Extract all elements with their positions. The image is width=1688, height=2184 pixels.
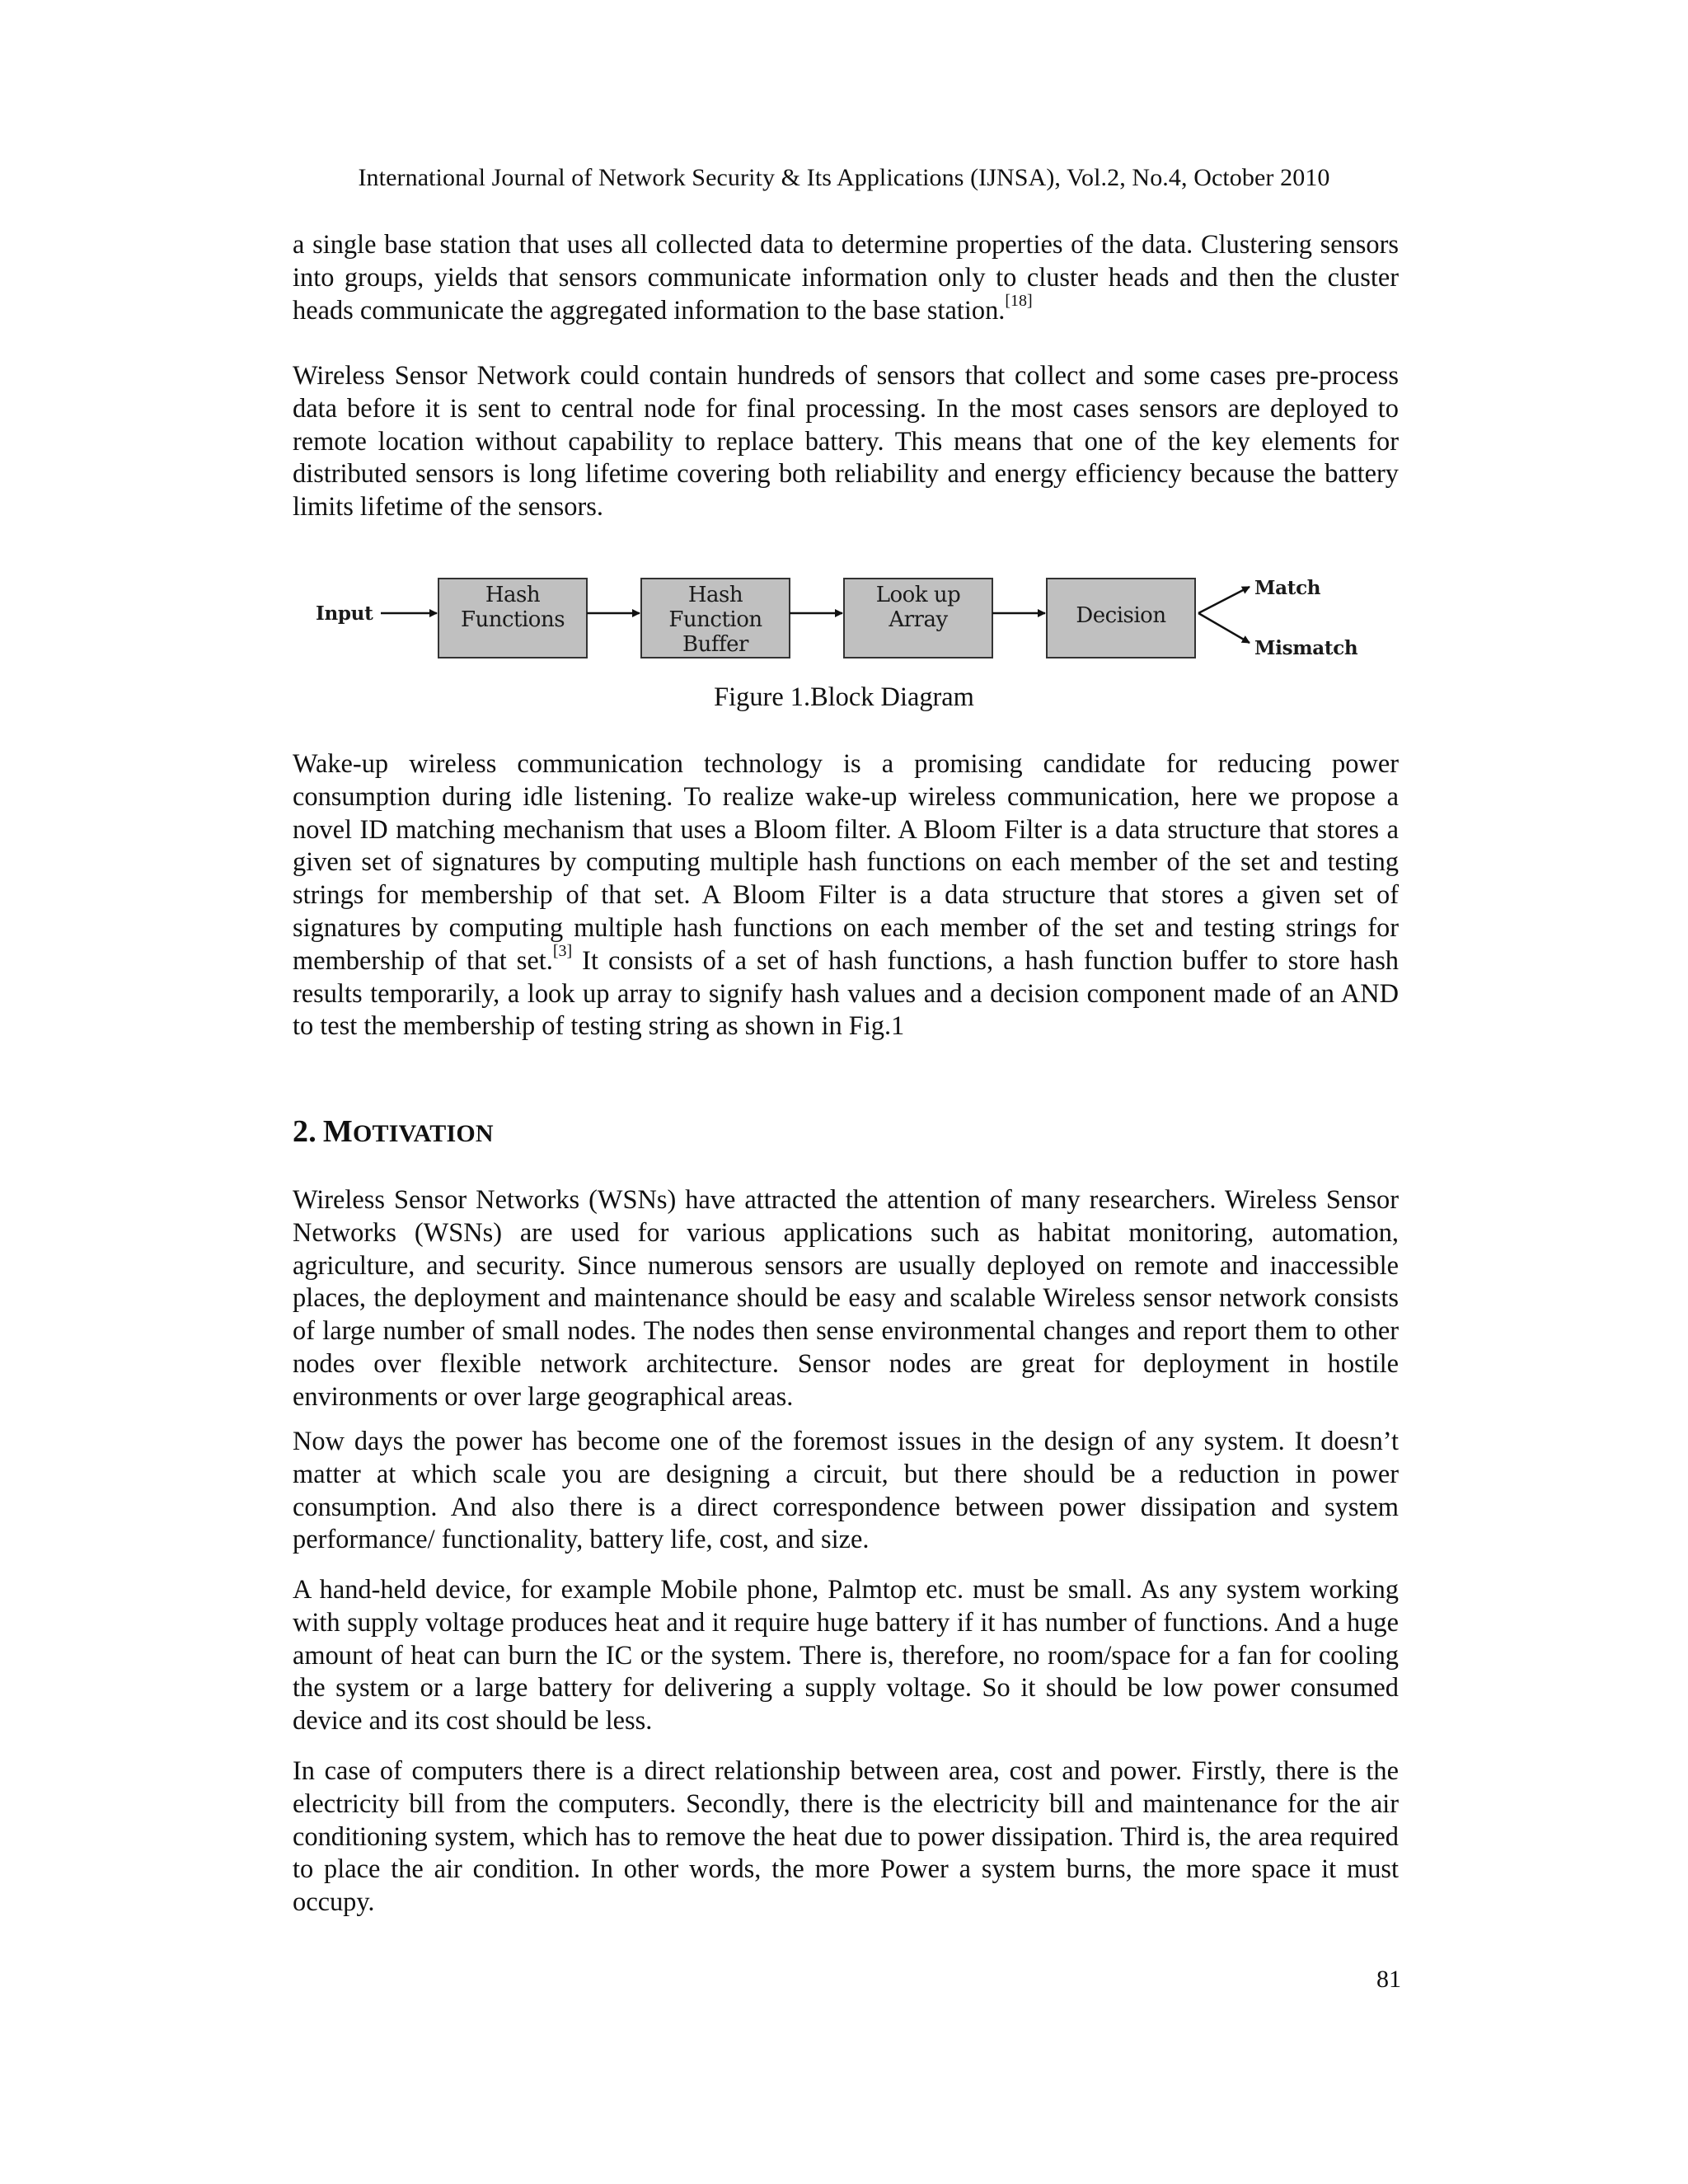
block-label: Functions	[460, 607, 565, 632]
page-number: 81	[1376, 1966, 1401, 1993]
paragraph-bloom-filter	[293, 748, 1399, 1043]
hash-buffer-block	[641, 579, 790, 658]
paragraph-computers-cost: In case of computers there is a direct relationship between area, cost and power. Firstly, there is the electricity bill from the computers. Secondly, there is the electricity bill and maintenance for the air conditioning system, which has to remove the heat due to power dissipation. Third is, the area required to place the air condition. In other words, the more Power a system burns, the more space it must occupy.	[293, 1756, 1399, 1918]
figure-caption: Figure 1.Block Diagram	[714, 682, 974, 712]
paragraph-wsn-sensors: Wireless Sensor Network could contain hundreds of sensors that collect and some cases pre-process data before it is sent to central node for final processing. In the most cases sensors are deployed to remote location without capability to replace battery. This means that one of the key elements for distributed sensors is long lifetime covering both reliability and energy efficiency because the battery limits lifetime of the sensors.	[293, 361, 1399, 523]
block-label: Hash	[687, 583, 743, 607]
paragraph-power-issues: Now days the power has become one of the foremost issues in the design of any system. It doesn’t matter at which scale you are designing a circuit, but there should be a reduction in power consumption. And also there is a direct correspondence between power dissipation and system performance/ functionality, battery life, cost, and size.	[293, 1427, 1399, 1555]
lookup-array-block	[844, 579, 992, 658]
citation-ref: [3]	[552, 941, 573, 960]
section-number: 2.	[293, 1114, 316, 1149]
section-heading	[293, 1113, 494, 1153]
paragraph-wsn-attention: Wireless Sensor Networks (WSNs) have attracted the attention of many researchers. Wireless Sensor Networks (WSNs) are used for various applications such as habitat monitoring, automation, agriculture, and security. Since numerous sensors are usually deployed on remote and inaccessible places, the deployment and maintenance should be easy and scalable Wireless sensor network consists of large number of small nodes. The nodes then sense environmental changes and report them to other nodes over flexible network architecture. Sensor nodes are great for deployment in hostile environments or over large geographical areas.	[293, 1185, 1399, 1412]
decision-block	[1047, 579, 1195, 658]
paragraph-text: It consists of a set of hash functions, a hash function buffer to store hash results temporarily, a look up array to signify hash values and a decision component made of an AND to test the membership of testing string as shown in Fig.1	[293, 945, 1399, 1042]
paragraph-text: Wake-up wireless communication technology is a promising candidate for reducing power consumption during idle listening. To realize wake-up wireless communication, here we propose a novel ID matching mechanism that uses a Bloom filter. A Bloom Filter is a data structure that stores a given set of signatures by computing multiple hash functions on each member of the set and testing strings for membership of that set. A Bloom Filter is a data structure that stores a given set of signatures by computing multiple hash functions on each member of the set and testing strings for membership of that set.	[293, 749, 1399, 976]
section-title-rest: OTIVATION	[352, 1120, 494, 1147]
block-label: Array	[889, 607, 948, 632]
block-label: Function	[668, 607, 762, 632]
arrow-to-match	[1198, 587, 1250, 613]
paragraph-base-station	[293, 229, 1399, 327]
running-header: International Journal of Network Security & Its Applications (IJNSA), Vol.2, No.4, October 2010	[358, 164, 1330, 191]
paragraph-text: a single base station that uses all collected data to determine properties of the data. Clustering sensors into groups, yields that sensors communicate information only to cluster heads and then the cluster heads communicate the aggregated information to the base station.	[293, 230, 1399, 326]
mismatch-label: Mismatch	[1254, 637, 1358, 659]
paragraph-hand-held: A hand-held device, for example Mobile phone, Palmtop etc. must be small. As any system working with supply voltage produces heat and it require huge battery if it has number of functions. And a huge amount of heat can burn the IC or the system. There is, therefore, no room/space for a fan for cooling the system or a large battery for delivering a supply voltage. So it should be low power consumed device and its cost should be less.	[293, 1575, 1399, 1736]
block-label: Hash	[485, 583, 541, 607]
block-label: Look up	[875, 583, 961, 607]
block-label: Buffer	[682, 632, 748, 657]
hash-functions-block	[438, 579, 587, 658]
section-title-initial: M	[322, 1114, 353, 1149]
match-label: Match	[1254, 577, 1321, 599]
block-label: Decision	[1076, 603, 1166, 628]
block-diagram	[313, 569, 1385, 688]
citation-ref: [18]	[1005, 291, 1033, 310]
input-label: Input	[316, 602, 373, 625]
arrow-to-mismatch	[1198, 613, 1250, 643]
